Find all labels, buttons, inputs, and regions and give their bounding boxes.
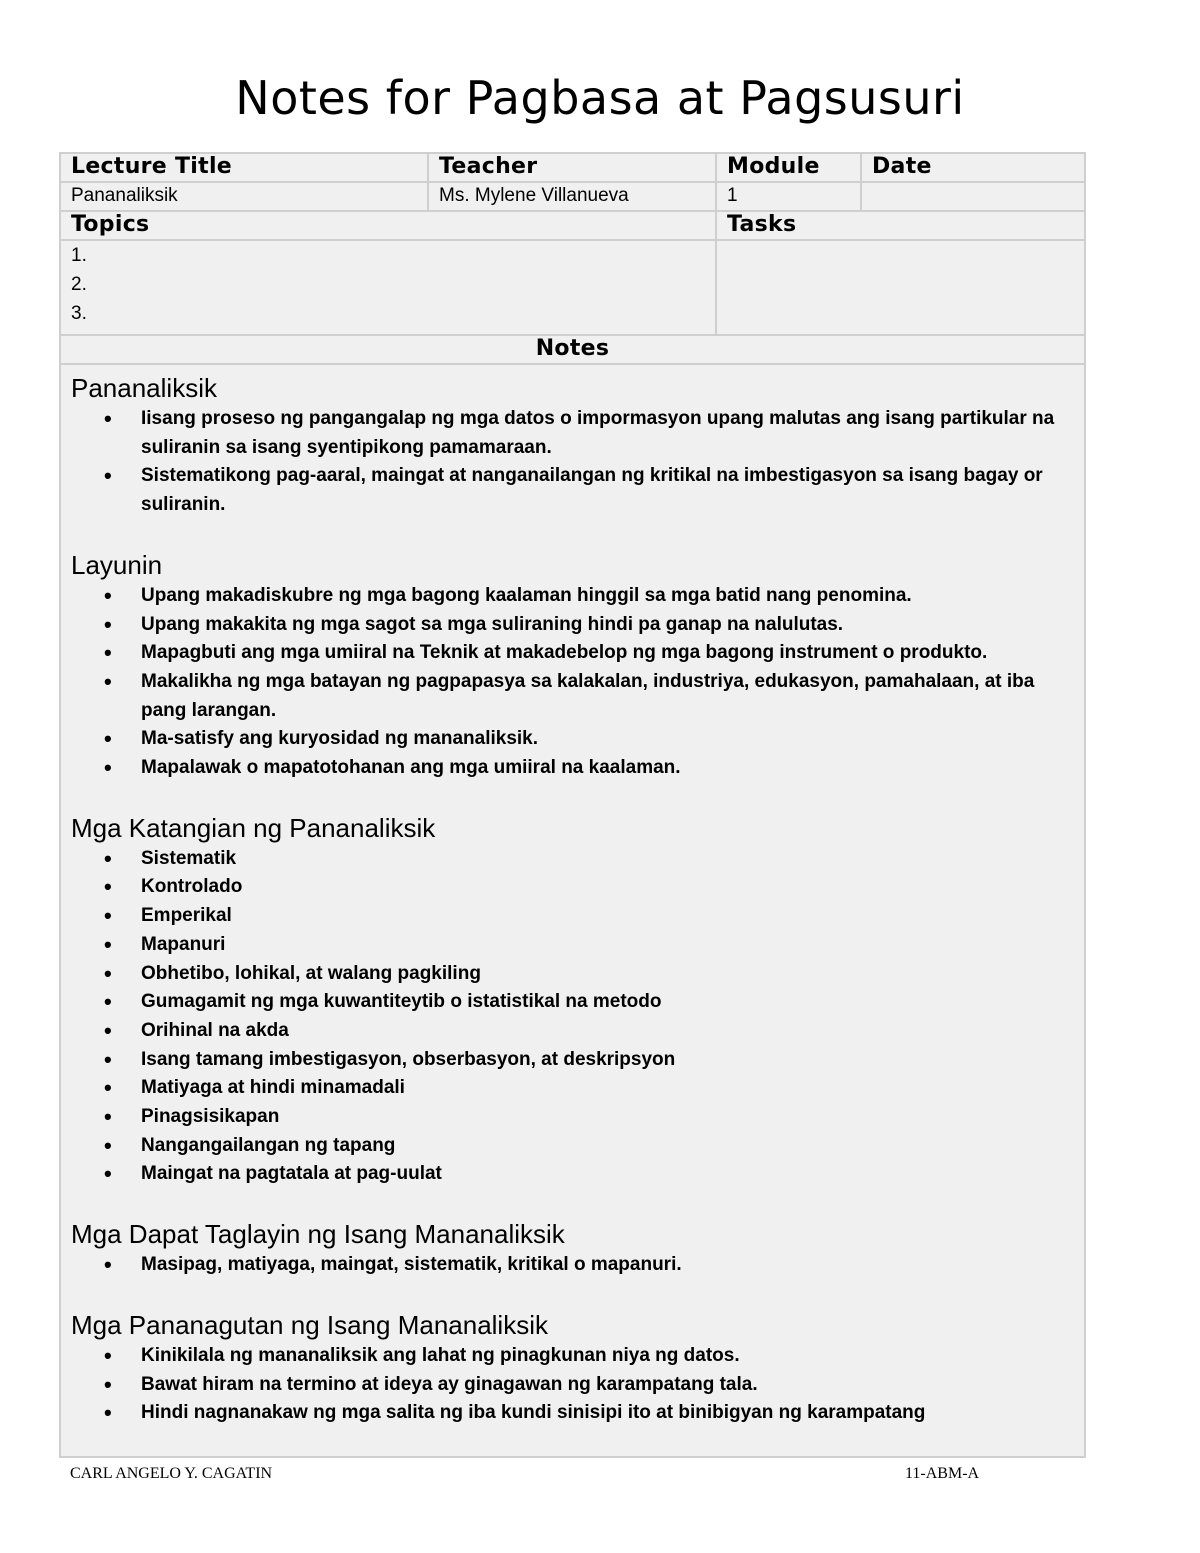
- notes-header: Notes: [60, 335, 1085, 364]
- lecture-title-value: Pananaliksik: [60, 182, 428, 211]
- topic-item: 2.: [71, 274, 87, 295]
- bullet-list: [71, 582, 1074, 783]
- bullet-item: • Maingat na pagtatala at pag-uulat: [141, 1160, 1074, 1189]
- document-title: Notes for Pagbasa at Pagsusuri: [235, 71, 965, 125]
- bullet-item: • Sistematik: [141, 845, 1074, 874]
- bullet-item: • Makalikha ng mga batayan ng pagpapasya sa kalakalan, industriya, edukasyon, pamahalaan, at iba pang larangan.: [141, 668, 1074, 725]
- section-heading: Mga Pananagutan ng Isang Mananaliksik: [71, 1309, 548, 1340]
- notes-section: [71, 811, 1074, 1189]
- bullet-item: • Hindi nagnanakaw ng mga salita ng iba kundi sinisipi ito at binibigyan ng karampatang: [141, 1399, 1074, 1428]
- section-heading: Pananaliksik: [71, 373, 217, 403]
- footer-author-name: CARL ANGELO Y. CAGATIN: [70, 1465, 273, 1482]
- teacher-header: Teacher: [428, 153, 716, 182]
- bullet-item: • Sistematikong pag-aaral, maingat at nanganailangan ng kritikal na imbestigasyon sa isang bagay or suliranin.: [141, 462, 1074, 519]
- notes-section: [71, 1217, 1074, 1280]
- bullet-item: • Nangangailangan ng tapang: [141, 1132, 1074, 1161]
- bullet-item: • Upang makadiskubre ng mga bagong kaalaman hinggil sa mga batid nang penomina.: [141, 582, 1074, 611]
- section-heading: Mga Dapat Taglayin ng Isang Mananaliksik: [71, 1219, 565, 1250]
- bullet-item: • Mapanuri: [141, 931, 1074, 960]
- bullet-item: • Upang makakita ng mga sagot sa mga suliraning hindi pa ganap na nalulutas.: [141, 611, 1074, 640]
- teacher-value: Ms. Mylene Villanueva: [428, 182, 716, 211]
- bullet-item: • Bawat hiram na termino at ideya ay ginagawan ng karampatang tala.: [141, 1371, 1074, 1400]
- topics-header: Topics: [60, 211, 716, 240]
- bullet-item: • Pinagsisikapan: [141, 1103, 1074, 1132]
- bullet-list: [71, 845, 1074, 1189]
- bullet-item: • Isang tamang imbestigasyon, obserbasyon, at deskripsyon: [141, 1046, 1074, 1075]
- bullet-item: • Obhetibo, lohikal, at walang pagkiling: [141, 960, 1074, 989]
- module-header: Module: [716, 153, 861, 182]
- bullet-item: • Matiyaga at hindi minamadali: [141, 1074, 1074, 1103]
- bullet-item: • Ma-satisfy ang kuryosidad ng mananaliksik.: [141, 725, 1074, 754]
- bullet-item: • Orihinal na akda: [141, 1017, 1074, 1046]
- notes-section: [71, 548, 1074, 783]
- topic-item: 3.: [71, 303, 87, 324]
- notes-content: [60, 364, 1085, 1457]
- lecture-title-header: Lecture Title: [60, 153, 428, 182]
- bullet-list: [71, 405, 1074, 520]
- bullet-item: • Mapagbuti ang mga umiiral na Teknik at makadebelop ng mga bagong instrument o produkto.: [141, 639, 1074, 668]
- topics-list: [60, 240, 716, 335]
- section-heading: Layunin: [71, 549, 163, 580]
- bullet-list: [71, 1251, 1074, 1280]
- lecture-notes-table: [59, 152, 1086, 1458]
- bullet-list: [71, 1342, 1074, 1428]
- bullet-item: • Gumagamit ng mga kuwantiteytib o istatistikal na metodo: [141, 988, 1074, 1017]
- notes-section: [71, 1308, 1074, 1428]
- footer-class-section: 11-ABM-A: [905, 1465, 980, 1482]
- bullet-item: • Emperikal: [141, 902, 1074, 931]
- tasks-area: [716, 240, 1085, 335]
- topic-item: 1.: [71, 245, 87, 266]
- date-header: Date: [861, 153, 1085, 182]
- bullet-item: • Kontrolado: [141, 873, 1074, 902]
- bullet-item: • Iisang proseso ng pangangalap ng mga datos o impormasyon upang malutas ang isang partikular na suliranin sa isang syentipikong pamamaraan.: [141, 405, 1074, 462]
- date-value: [861, 182, 1085, 211]
- bullet-item: • Masipag, matiyaga, maingat, sistematik, kritikal o mapanuri.: [141, 1251, 1074, 1280]
- section-heading: Mga Katangian ng Pananaliksik: [71, 812, 436, 843]
- tasks-header: Tasks: [716, 211, 1085, 240]
- module-value: 1: [716, 182, 861, 211]
- bullet-item: • Kinikilala ng mananaliksik ang lahat ng pinagkunan niya ng datos.: [141, 1342, 1074, 1371]
- bullet-item: • Mapalawak o mapatotohanan ang mga umiiral na kaalaman.: [141, 754, 1074, 783]
- notes-section: [71, 371, 1074, 520]
